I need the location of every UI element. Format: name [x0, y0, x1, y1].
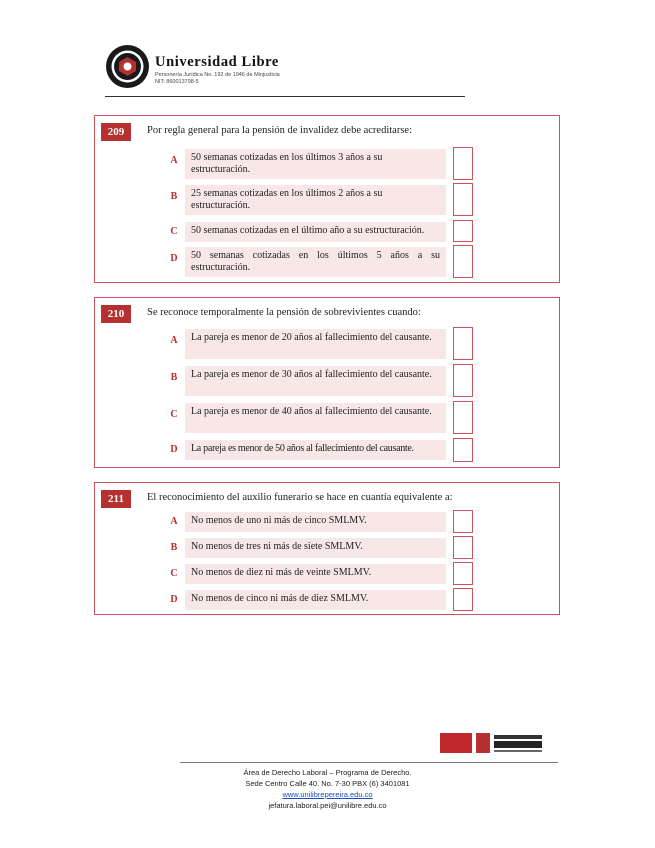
university-name: Universidad Libre: [155, 54, 279, 70]
question-block-211: [94, 482, 560, 615]
footer-website-row: [0, 790, 655, 799]
option-letter: A: [170, 516, 178, 527]
footer-divider: [180, 762, 558, 763]
option-letter: B: [170, 191, 178, 202]
option-text: No menos de cinco ni más de diez SMLMV.: [185, 590, 446, 610]
answer-checkbox-d[interactable]: [453, 438, 473, 462]
question-block-210: [94, 297, 560, 468]
option-text: 50 semanas cotizadas en el último año a su estructuración.: [185, 222, 446, 242]
answer-checkbox-d[interactable]: [453, 588, 473, 611]
option-text: 25 semanas cotizadas en los últimos 2 años a su estructuración.: [185, 185, 446, 215]
option-text: La pareja es menor de 40 años al fallecimiento del causante.: [185, 403, 446, 433]
question-number: 210: [101, 305, 131, 323]
footer-address: Sede Centro Calle 40. No. 7-30 PBX (6) 3401081: [245, 779, 410, 788]
option-text: 50 semanas cotizadas en los últimos 3 años a su estructuración.: [185, 149, 446, 179]
option-letter: C: [170, 568, 178, 579]
question-text: Por regla general para la pensión de invalidez debe acreditarse:: [147, 125, 412, 136]
answer-checkbox-b[interactable]: [453, 183, 473, 216]
answer-checkbox-b[interactable]: [453, 364, 473, 397]
option-text: No menos de uno ni más de cinco SMLMV.: [185, 512, 446, 532]
question-number: 211: [101, 490, 131, 508]
option-letter: D: [170, 594, 178, 605]
accreditation-logo: [440, 731, 544, 755]
answer-checkbox-b[interactable]: [453, 536, 473, 559]
website-link[interactable]: www.unilibrepereira.edu.co: [282, 790, 373, 799]
option-text: 50 semanas cotizadas en los últimos 5 años a su estructuración.: [185, 247, 446, 277]
answer-checkbox-c[interactable]: [453, 562, 473, 585]
option-letter: A: [170, 335, 178, 346]
question-text: El reconocimiento del auxilio funerario se hace en cuantía equivalente a:: [147, 492, 453, 503]
option-letter: C: [170, 226, 178, 237]
page-header: [105, 44, 465, 99]
option-letter: B: [170, 372, 178, 383]
option-letter: A: [170, 155, 178, 166]
option-letter: B: [170, 542, 178, 553]
legal-status-text: Personería Jurídica No. 192 de 1946 de Minjusticia: [155, 72, 280, 78]
option-text: La pareja es menor de 30 años al fallecimiento del causante.: [185, 366, 446, 396]
university-seal-logo: [105, 44, 150, 89]
footer-department: Área de Derecho Laboral – Programa de Derecho.: [243, 768, 412, 777]
question-text: Se reconoce temporalmente la pensión de sobrevivientes cuando:: [147, 307, 421, 318]
answer-checkbox-c[interactable]: [453, 220, 473, 242]
answer-checkbox-a[interactable]: [453, 147, 473, 180]
nit-text: NIT: 860013798-5: [155, 79, 199, 85]
answer-checkbox-a[interactable]: [453, 510, 473, 533]
option-text: No menos de diez ni más de veinte SMLMV.: [185, 564, 446, 584]
question-number: 209: [101, 123, 131, 141]
option-letter: D: [170, 444, 178, 455]
option-letter: C: [170, 409, 178, 420]
answer-checkbox-c[interactable]: [453, 401, 473, 434]
footer-email: jefatura.laboral.pei@unilibre.edu.co: [268, 801, 387, 810]
header-divider: [105, 96, 465, 97]
answer-checkbox-d[interactable]: [453, 245, 473, 278]
option-text: La pareja es menor de 50 años al fallecimiento del causante.: [185, 440, 446, 460]
option-text: No menos de tres ni más de siete SMLMV.: [185, 538, 446, 558]
answer-checkbox-a[interactable]: [453, 327, 473, 360]
option-letter: D: [170, 253, 178, 264]
option-text: La pareja es menor de 20 años al fallecimiento del causante.: [185, 329, 446, 359]
question-block-209: [94, 115, 560, 283]
